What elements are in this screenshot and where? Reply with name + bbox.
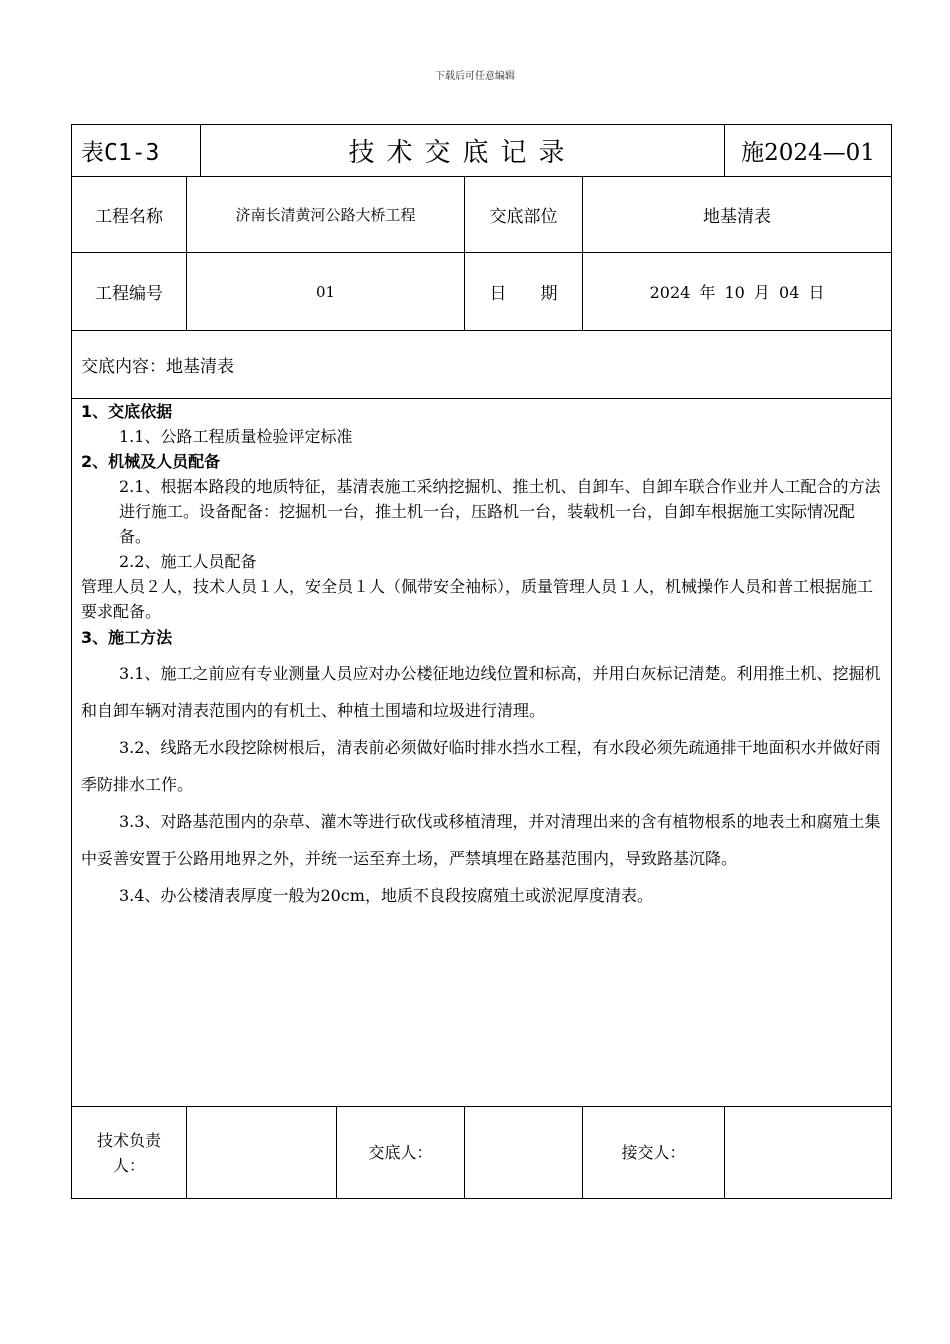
disclosure-record-form <box>71 124 892 1199</box>
receiver-signature-field[interactable] <box>725 1107 892 1199</box>
project-name-value: 济南长清黄河公路大桥工程 <box>187 177 465 253</box>
section-2-item-2: 2.2、施工人员配备 <box>119 552 257 571</box>
part-value: 地基清表 <box>583 177 892 253</box>
section-2-item-2-text: 管理人员２人，技术人员１人，安全员１人（佩带安全袖标），质量管理人员１人，机械操作人员和普工根据施工要求配备。 <box>81 577 874 621</box>
paragraph-3-1: 3.1、施工之前应有专业测量人员应对办公楼征地边线位置和标高，并用白灰标记清楚。利用推土机、挖掘机和自卸车辆对清表范围内的有机土、种植土围墙和垃圾进行清理。 <box>81 664 881 720</box>
watermark-text: 下载后可任意编辑 <box>435 71 515 82</box>
section-2-title: 2、机械及人员配备 <box>81 452 221 471</box>
header-row <box>72 125 892 177</box>
disclosure-topic: 交底内容：地基清表 <box>72 331 892 399</box>
project-name-label: 工程名称 <box>72 177 187 253</box>
discloser-signature-field[interactable] <box>465 1107 583 1199</box>
part-label: 交底部位 <box>465 177 583 253</box>
section-1-title: 1、交底依据 <box>81 402 173 421</box>
tech-lead-text: 技术负责人： <box>96 1130 161 1175</box>
info-row-2 <box>72 253 892 331</box>
date-value: 2024 年 10 月 04 日 <box>583 253 892 331</box>
form-number: 施2024—01 <box>725 125 892 177</box>
disclosure-content <box>72 399 892 1107</box>
tech-lead-signature-field[interactable] <box>187 1107 337 1199</box>
receiver-label: 接交人： <box>583 1107 725 1199</box>
project-no-value: 01 <box>187 253 465 331</box>
content-row <box>72 399 892 1107</box>
form-code: 表C1-3 <box>72 125 201 177</box>
paragraph-3-3: 3.3、对路基范围内的杂草、灌木等进行砍伐或移植清理，并对清理出来的含有植物根系的地表土和腐殖土集中妥善安置于公路用地界之外，并统一运至弃土场，严禁填埋在路基范围内，导致路基沉降。 <box>81 812 881 868</box>
date-label: 日 期 <box>465 253 583 331</box>
paragraph-3-4: 3.4、办公楼清表厚度一般为20cm，地质不良段按腐殖土或淤泥厚度清表。 <box>119 886 653 905</box>
form-title: 技术交底记录 <box>201 125 725 177</box>
project-no-label: 工程编号 <box>72 253 187 331</box>
section-1-item-1: 1.1、公路工程质量检验评定标准 <box>119 427 353 446</box>
paragraph-3-2: 3.2、线路无水段挖除树根后，清表前必须做好临时排水挡水工程，有水段必须先疏通排干地面积水并做好雨季防排水工作。 <box>81 738 881 794</box>
topic-row <box>72 331 892 399</box>
section-3-title: 3、施工方法 <box>81 628 173 647</box>
signature-row <box>72 1107 892 1199</box>
tech-lead-label <box>72 1107 187 1199</box>
discloser-label: 交底人： <box>337 1107 465 1199</box>
info-row-1 <box>72 177 892 253</box>
section-2-item-1: 2.1、根据本路段的地质特征，基清表施工采纳挖掘机、推土机、自卸车、自卸车联合作业并人工配合的方法进行施工。设备配备：挖掘机一台，推土机一台，压路机一台，装载机一台，自卸车根据施工实际情况配备。 <box>119 477 881 546</box>
